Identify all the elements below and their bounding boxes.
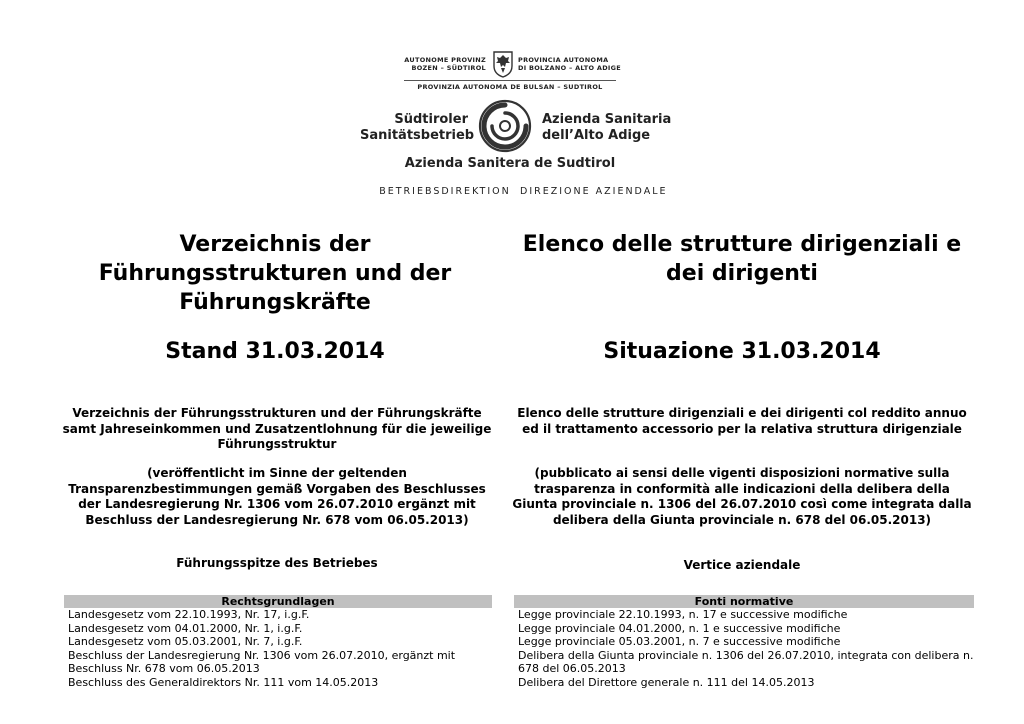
list-item: Beschluss der Landesregierung Nr. 1306 vom 26.07.2010, ergänzt mit Beschluss Nr. 678 vom 06.05.2013 xyxy=(68,648,456,675)
list-item: Delibera della Giunta provinciale n. 1306 del 26.07.2010, integrata con delibera n. 678 del 06.05.2013 xyxy=(518,648,974,675)
legal-basis-table-it xyxy=(514,595,974,689)
health-authority-logo-block xyxy=(360,98,670,173)
legal-basis-header-de: Rechtsgrundlagen xyxy=(64,595,492,608)
date-status-it: Situazione 31.03.2014 xyxy=(603,339,881,364)
description-it: Elenco delle strutture dirigenziali e dei dirigenti col reddito annuo ed il trattamento accessorio per la relativa struttura dirigenziale xyxy=(517,406,967,436)
list-item: Beschluss des Generaldirektors Nr. 111 vom 14.05.2013 xyxy=(68,675,379,689)
legal-basis-header-it: Fonti normative xyxy=(514,595,974,608)
eagle-coat-of-arms-icon xyxy=(492,50,514,78)
legal-basis-table-de xyxy=(64,595,492,689)
legal-basis-list-de xyxy=(64,608,492,689)
page-title-de: Verzeichnis der Führungsstrukturen und der Führungskräfte xyxy=(98,232,452,315)
health-authority-name-de: Südtiroler Sanitätsbetrieb xyxy=(360,112,475,143)
section-heading-it: Vertice aziendale xyxy=(683,558,801,572)
list-item: Landesgesetz vom 05.03.2001, Nr. 7, i.g.F. xyxy=(68,635,303,648)
date-status-de: Stand 31.03.2014 xyxy=(165,339,385,364)
description-de: Verzeichnis der Führungsstrukturen und der Führungskräfte samt Jahreseinkommen und Zusatzentlohnung für die jeweilige Führungsstruktur xyxy=(62,406,492,451)
swirl-logo-icon xyxy=(476,98,534,154)
health-authority-name-ladin: Azienda Sanitera de Sudtirol xyxy=(404,156,616,171)
list-item: Legge provinciale 22.10.1993, n. 17 e successive modifiche xyxy=(518,608,848,621)
list-item: Landesgesetz vom 22.10.1993, Nr. 17, i.g.F. xyxy=(68,608,310,621)
health-authority-name-it: Azienda Sanitaria dell’Alto Adige xyxy=(542,112,672,143)
legal-basis-list-it xyxy=(514,608,974,689)
province-name-de: AUTONOME PROVINZ BOZEN – SÜDTIROL xyxy=(404,56,486,72)
province-logo-block xyxy=(400,50,620,90)
province-name-it: PROVINCIA AUTONOMA DI BOLZANO – ALTO ADIGE xyxy=(518,56,622,72)
publication-note-de: (veröffentlicht im Sinne der geltenden Transparenzbestimmungen gemäß Vorgaben des Beschlusses der Landesregierung Nr. 1306 vom 26.07.2010 ergänzt mit Beschluss der Landesregierung Nr. 678 vom 06.05.2013) xyxy=(68,466,486,527)
publication-note-it: (pubblicato ai sensi delle vigenti disposizioni normative sulla trasparenza in conformità alle indicazioni della delibera della Giunta provinciale n. 1306 del 26.07.2010 così come integrata dalla delibera della Giunta provinciale n. 678 del 06.05.2013) xyxy=(512,466,972,527)
directorate-it: DIREZIONE AZIENDALE xyxy=(520,186,668,197)
list-item: Delibera del Direttore generale n. 111 del 14.05.2013 xyxy=(518,675,815,689)
list-item: Legge provinciale 04.01.2000, n. 1 e successive modifiche xyxy=(518,621,841,635)
list-item: Landesgesetz vom 04.01.2000, Nr. 1, i.g.F. xyxy=(68,621,303,635)
province-name-ladin: PROVINZIA AUTONOMA DE BULSAN – SUDTIROL xyxy=(417,83,603,91)
section-heading-de: Führungsspitze des Betriebes xyxy=(176,556,378,570)
list-item: Legge provinciale 05.03.2001, n. 7 e successive modifiche xyxy=(518,635,841,648)
province-divider xyxy=(404,80,616,81)
directorate-de: BETRIEBSDIREKTION xyxy=(379,186,511,197)
page-title-it: Elenco delle strutture dirigenziali e dei dirigenti xyxy=(522,232,962,286)
